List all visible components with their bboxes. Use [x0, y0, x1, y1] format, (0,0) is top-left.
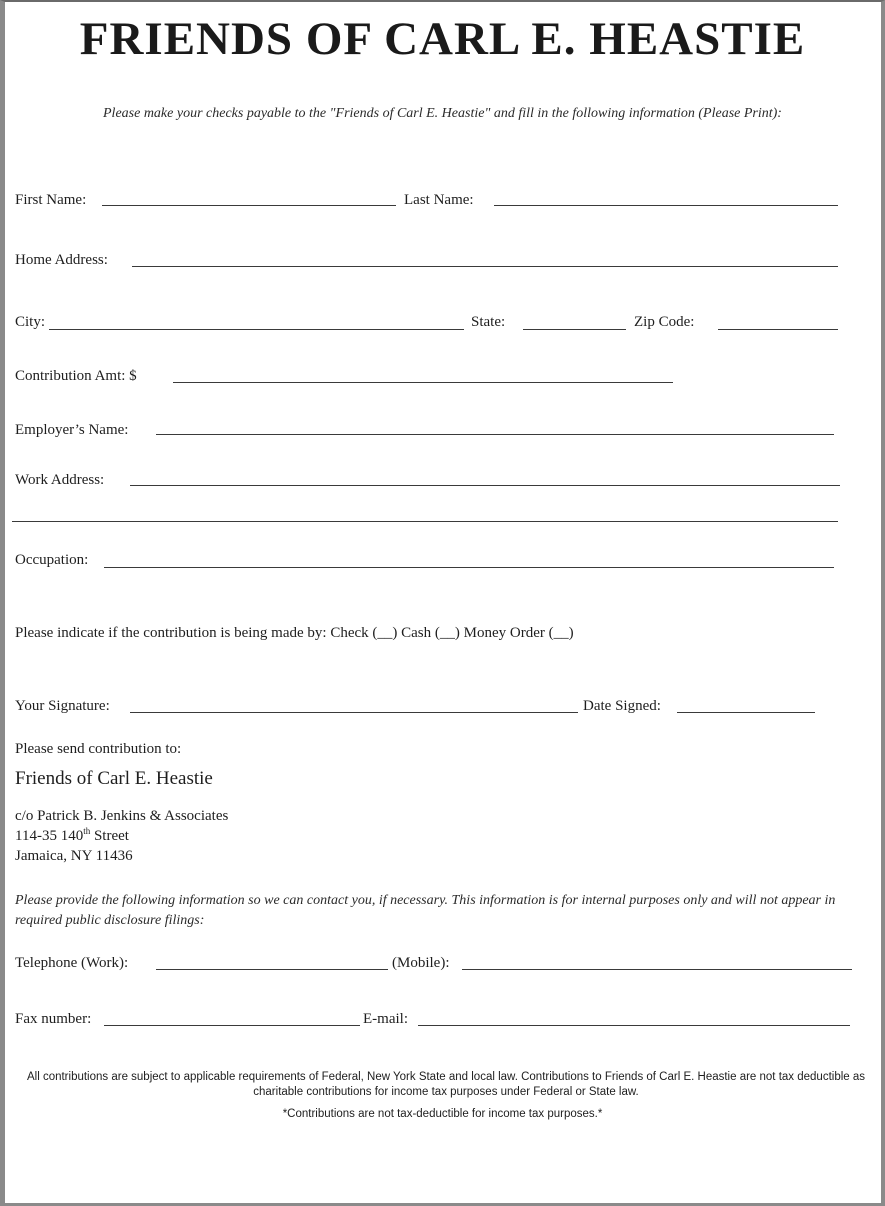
tax-deductible-note: *Contributions are not tax-deductible for income tax purposes.*: [282, 1108, 603, 1120]
date-signed-field[interactable]: [677, 712, 815, 713]
mobile-field[interactable]: [462, 969, 852, 970]
mailing-address: [15, 806, 228, 866]
contact-info-note: Please provide the following information so we can contact you, if necessary. This information is for internal purposes only and will not appear in required public disclosure filings:: [15, 893, 836, 928]
city-field[interactable]: [49, 329, 464, 330]
state-label: State:: [471, 314, 506, 330]
occupation-field[interactable]: [104, 567, 834, 568]
fax-number-field[interactable]: [104, 1025, 360, 1026]
address-city-line: Jamaica, NY 11436: [15, 848, 133, 864]
mobile-label: (Mobile):: [392, 955, 450, 971]
employer-name-field[interactable]: [156, 434, 834, 435]
employer-name-label: Employer’s Name:: [15, 422, 129, 438]
fax-number-label: Fax number:: [15, 1011, 92, 1027]
zip-code-field[interactable]: [718, 329, 838, 330]
organization-name: Friends of Carl E. Heastie: [15, 768, 213, 789]
last-name-label: Last Name:: [404, 192, 474, 208]
telephone-work-field[interactable]: [156, 969, 388, 970]
home-address-field[interactable]: [132, 266, 838, 267]
email-label: E-mail:: [363, 1011, 408, 1027]
address-care-of: c/o Patrick B. Jenkins & Associates: [15, 808, 229, 824]
form-title: FRIENDS OF CARL E. HEASTIE: [79, 13, 806, 65]
payment-method-line[interactable]: Please indicate if the contribution is being made by: Check (__) Cash (__) Money Order (__): [15, 625, 574, 641]
first-name-label: First Name:: [15, 192, 87, 208]
work-address-second-line[interactable]: [12, 521, 838, 522]
email-field[interactable]: [418, 1025, 850, 1026]
intro-instructions: Please make your checks payable to the "Friends of Carl E. Heastie" and fill in the following information (Please Print):: [103, 106, 782, 121]
contribution-amount-field[interactable]: [173, 382, 673, 383]
state-field[interactable]: [523, 329, 626, 330]
address-street: 114-35 140th Street: [15, 826, 129, 844]
zip-code-label: Zip Code:: [634, 314, 695, 330]
city-label: City:: [15, 314, 46, 330]
work-address-field[interactable]: [130, 485, 840, 486]
work-address-label: Work Address:: [15, 472, 105, 488]
send-to-label: Please send contribution to:: [15, 741, 182, 757]
date-signed-label: Date Signed:: [583, 698, 661, 714]
signature-label: Your Signature:: [15, 698, 110, 714]
occupation-label: Occupation:: [15, 552, 89, 568]
home-address-label: Home Address:: [15, 252, 108, 268]
telephone-work-label: Telephone (Work):: [15, 955, 129, 971]
legal-disclaimer: All contributions are subject to applicable requirements of Federal, New York State and local law. Contributions to Friends of Carl E. Heastie are not tax deductible as charitable contributions for income tax purposes under Federal or State law.: [26, 1071, 866, 1098]
last-name-field[interactable]: [494, 205, 838, 206]
first-name-field[interactable]: [102, 205, 396, 206]
contribution-amount-label: Contribution Amt: $: [15, 368, 137, 384]
signature-field[interactable]: [130, 712, 578, 713]
